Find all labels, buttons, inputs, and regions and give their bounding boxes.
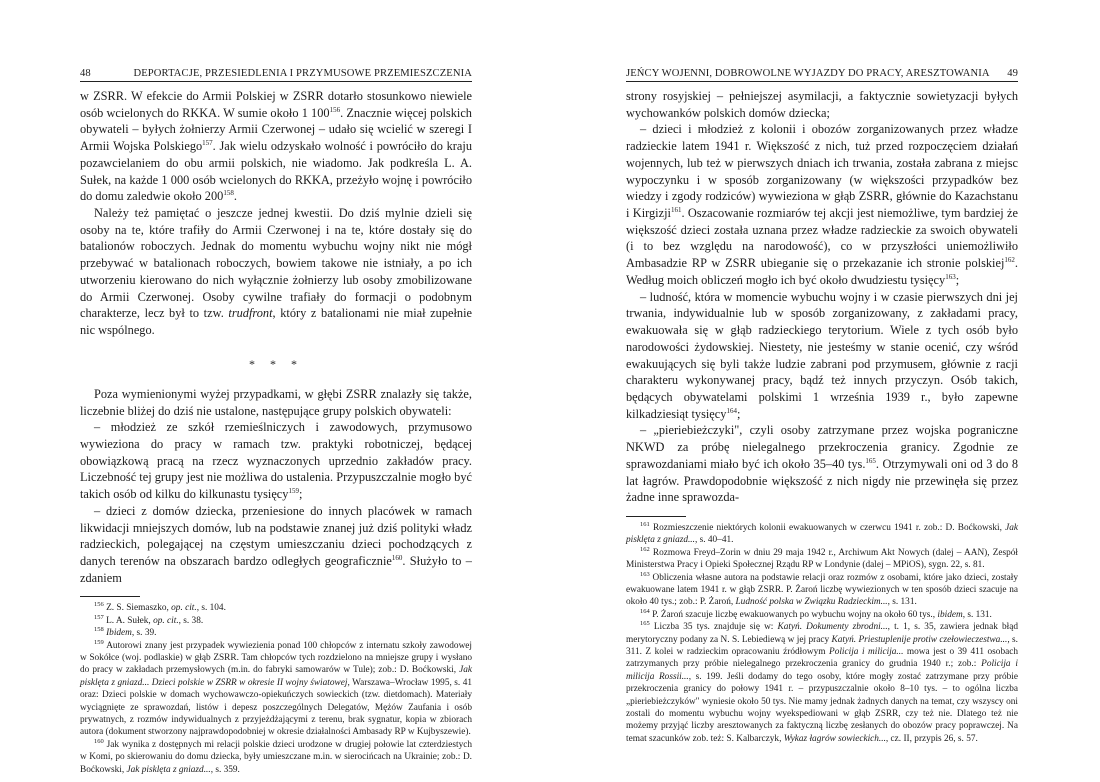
- footnote: $^{158}$ Ibidem, s. 39.: [94, 626, 157, 639]
- running-header: [626, 68, 1018, 82]
- footnote-rule: [80, 596, 140, 597]
- body-text: [626, 88, 1018, 506]
- paragraph: – „pieriebieżczyki", czyli osoby zatrzymane przez wojska pograniczne NKWD za próbę nielegalnego przekroczenia granicy. Zgodnie ze sprawozdaniami miało być ich około 35–40 tys.$^{165}$. Otrzymywali oni od 3 do 8 lat łagrów. Prawdopodobnie większość z nich nigdy nie przewinęła się przez żadne inne sprawozda-: [626, 423, 1018, 505]
- footnote: $^{164}$ P. Żaroń szacuje liczbę ewakuowanych po wybuchu wojny na około 60 tys., ibidem, s. 131.: [640, 607, 992, 620]
- footnote: $^{159}$ Autorowi znany jest przypadek wywiezienia ponad 100 chłopców z internatu szkoły zawodowej w Sokółce (woj. podlaskie) w głąb ZSRR. Tam chłopców tych rozdzielono na mniejsze grupy i wysłano do pracy w zakładach przemysłowych (m.in. do fabryki samowarów w Tule); zob.: D. Boćkowski, Jak pisklęta z gniazd... Dzieci polskie w ZSRR w okresie II wojny światowej, Warszawa–Wrocław 1995, s. 41 oraz: Dzieci polskie w domach wychowawczo-opiekuńczych sowieckich (tzw. dietdomach). Materiały wyciągnięte ze sprawozdań, listów i depesz poszczególnych Delegatów, Mężów Zaufania i osób prywatnych, z rozmów indywidualnych z przyjeżdżającymi z terenu, brak sygnatur, kopia w zbiorach autora (dokument stworzony najprawdopodobniej w okresie działalności Ambasady RP w Kujbyszewie).: [80, 638, 473, 738]
- paragraph: – dzieci i młodzież z kolonii i obozów zorganizowanych przez władze radzieckie latem 1941 r. Większość z nich, tuż przed rozpoczęciem działań wojennych, lub też w pierwszych dniach ich trwania, została zabrana z miejsc wypoczynku i w sposób zorganizowany (w większości przypadków bez wiedzy i zgody rodziców) wywieziona w głąb ZSRR, głównie do Kazachstanu i Kirgizji$^{161}$. Oszacowanie rozmiarów tej akcji jest niemożliwe, tym bardziej że większość dzieci została uznana przez władze radzieckie za swoich obywateli (i to bez względu na narodowość), co w przyszłości uniemożliwiło Ambasadzie RP w ZSRR ubieganie się o przekazanie ich stronie polskiej$^{162}$. Według moich obliczeń mogło ich być około dwudziestu tysięcy$^{163}$;: [626, 122, 1018, 287]
- right-page: [626, 68, 1018, 745]
- paragraph: – dzieci z domów dziecka, przeniesione do innych placówek w ramach likwidacji mniejszych domów, lub na podstawie znanej już dziś polityki władz radzieckich, polegającej na częstym umieszczaniu dzieci pochodzących z danych terenów na obszarach bardzo odległych geograficznie$^{160}$. Służyło to – zdaniem: [80, 503, 472, 585]
- left-page: [80, 68, 472, 776]
- paragraph: Należy też pamiętać o jeszcze jednej kwestii. Do dziś mylnie dzieli się osoby na te, które trafiły do Armii Czerwonej i na te, które dostały się do batalionów roboczych. Jednak do momentu wybuchu wojny nikt nie mógł przebywać w batalionach roboczych, bowiem takowe nie istniały, a po ich utworzeniu kierowano do nich wyłącznie żołnierzy lub osoby zmobilizowane do Armii Czerwonej. Osoby cywilne trafiały do formacji o podobnym charakterze, lecz był to tzw. trudfront, który z batalionami nie miał zupełnie nic wspólnego.: [80, 206, 472, 338]
- page-number: 49: [1007, 68, 1018, 79]
- footnote-rule: [626, 516, 686, 517]
- section-break: * * *: [249, 356, 303, 371]
- running-head-title: DEPORTACJE, PRZESIEDLENIA I PRZYMUSOWE PRZEMIESZCZENIA: [133, 68, 472, 79]
- footnote: $^{165}$ Liczba 35 tys. znajduje się w: Katyń. Dokumenty zbrodni..., t. 1, s. 35, zawiera jednak błąd merytoryczny podany za N. S. Lebiediewą w jej pracy Katyń. Priestuplenije protiw czełowieczestwa..., s. 311. Z kolei w radzieckim opracowaniu źródłowym Policija i milicija... mowa jest o 39 411 osobach zatrzymanych przy próbie nielegalnego przekroczenia granicy do grudnia 1940 r.; zob.: Policija i milicija Rossii..., s. 199. Jeśli dodamy do tego osoby, które mogły zostać zatrzymane przy próbie przekroczenia granicy do połowy 1941 r. – przypuszczalnie około 8–10 tys. – to ogólna liczba „pieriebieżczyków" wyniesie około 50 tys. Nie mamy jednak żadnych danych na temat, czy wszyscy oni zostali do momentu wybuchu wojny wyekspediowani w głąb ZSRR, czy też nie. Dlatego też nie możemy przyjąć liczby aresztowanych za faktyczną liczbę zesłanych do obozów pracy poprawczej. Na temat szacunków zob. też: S. Kalbarczyk, Wykaz łagrów sowieckich..., cz. II, przypis 26, s. 57.: [626, 620, 1018, 744]
- footnote: $^{156}$ Z. S. Siemaszko, op. cit., s. 104.: [94, 601, 226, 614]
- paragraph: strony rosyjskiej – pełniejszej asymilacji, a faktycznie sowietyzacji byłych wychowanków polskich domów dziecka;: [626, 89, 1018, 120]
- body-text: [80, 88, 472, 586]
- running-header: [80, 68, 472, 82]
- page-number: 48: [80, 68, 91, 79]
- footnote: $^{160}$ Jak wynika z dostępnych mi relacji polskie dzieci urodzone w drugiej połowie lat czterdziestych w Komi, po skierowaniu do domu dziecka, były umieszczane m.in. w sierocińcach na Ukrainie; zob.: D. Boćkowski, Jak pisklęta z gniazd..., s. 359.: [80, 737, 472, 775]
- paragraph: w ZSRR. W efekcie do Armii Polskiej w ZSRR dotarło stosunkowo niewiele osób wcielonych do RKKA. W sumie około 1 $100^{156}$. Znacznie więcej polskich obywateli – byłych żołnierzy Armii Czerwonej – udało się wcielić w szeregi I Armii Wojska Polskiego$^{157}$. Jak wielu odzyskało wolność i powróciło do kraju pozawcielaniem do obu armii polskich, nie wiadomo. Jak podkreśla L. A. Sułek, na każde 1 000 osób wcielonych do RKKA, przeżyło wojnę i powróciło do domu zaledwie około $200^{158}$.: [80, 89, 472, 204]
- footnote: $^{157}$ L. A. Sułek, op. cit., s. 38.: [94, 613, 204, 626]
- paragraph: – ludność, która w momencie wybuchu wojny i w czasie pierwszych dni jej trwania, indywidualnie lub w sposób zorganizowany, z zakładami pracy, ewakuowała się w głąb radzieckiego terytorium. Wiele z tych osób było narodowości żydowskiej. Niestety, nie jesteśmy w stanie ocenić, czy wśród ewakuujących się byli także ludzie zabrani pod przymusem, głównie z racji charakteru wykonywanej pracy, bądź też innych przyczyn. Osób takich, będących obywatelami polskimi 1 września 1939 r., było zapewne kilkadziesiąt tysięcy$^{164}$;: [626, 289, 1018, 421]
- footnotes: [626, 522, 1018, 745]
- footnotes: [80, 602, 472, 776]
- footnote: $^{162}$ Rozmowa Freyd–Zorin w dniu 29 maja 1942 r., Archiwum Akt Nowych (dalej – AAN), Zespół Ministerstwa Pracy i Opieki Społecznej Rządu RP w Londynie (dalej – MPiOS), sygn. 22, s. 81.: [626, 545, 1018, 571]
- paragraph: Poza wymienionymi wyżej przypadkami, w głębi ZSRR znalazły się także, liczebnie bliżej do dziś nie ustalone, następujące grupy polskich obywateli:: [80, 386, 472, 418]
- paragraph: – młodzież ze szkół rzemieślniczych i zawodowych, przymusowo wywieziona do pracy w ramach tzw. praktyki robotniczej, będącej obowiązkową pracą na rzecz wyznaczonych uprzednio zakładów pracy. Liczebność tej grupy jest nie możliwa do ustalenia. Przypuszczalnie mogło być takich osób od kilku do kilkunastu tysięcy$^{159}$;: [80, 420, 472, 502]
- footnote: $^{163}$ Obliczenia własne autora na podstawie relacji oraz rozmów z osobami, które jako dzieci, zostały ewakuowane latem 1941 r. w głąb ZSRR. P. Żaroń liczbę wywiezionych w ten sposób dzieci szacuje na około 40 tys.; zob.: P. Żaroń, Ludność polska w Związku Radzieckim..., s. 131.: [626, 570, 1018, 608]
- footnote: $^{161}$ Rozmieszczenie niektórych kolonii ewakuowanych w czerwcu 1941 r. zob.: D. Boćkowski, Jak pisklęta z gniazd..., s. 40–41.: [626, 520, 1018, 546]
- running-head-title: JEŃCY WOJENNI, DOBROWOLNE WYJAZDY DO PRACY, ARESZTOWANIA: [626, 68, 990, 79]
